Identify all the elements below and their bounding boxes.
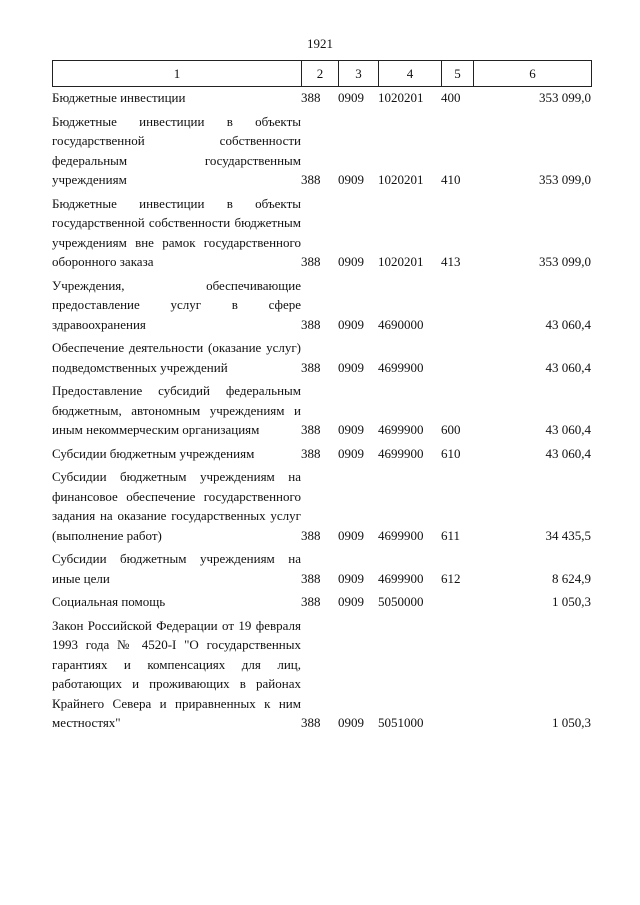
table-row — [52, 612, 591, 733]
row-code-4: 5050000 — [378, 594, 424, 609]
row-code-5: 612 — [441, 570, 461, 586]
row-code-4: 4699900 — [378, 422, 424, 437]
row-code-2: 388 — [301, 90, 321, 105]
row-code-3: 0909 — [338, 254, 364, 269]
row-description: Бюджетные инвестиции в объекты государственной собственности бюджетным учреждениям вне рамок государственного оборонного заказа — [52, 195, 301, 269]
budget-table — [52, 88, 591, 733]
row-code-2: 388 — [301, 594, 321, 609]
row-amount: 43 060,4 — [545, 359, 591, 375]
row-code-5 — [441, 334, 473, 377]
row-description: Обеспечение деятельности (оказание услуг) подведомственных учреждений — [52, 340, 301, 375]
table-row — [52, 108, 591, 190]
row-description: Субсидии бюджетным учреждениям — [52, 445, 255, 461]
table-row — [52, 588, 591, 612]
row-amount: 353 099,0 — [539, 254, 591, 269]
row-code-2: 388 — [301, 254, 321, 269]
row-code-4: 4699900 — [378, 359, 424, 375]
row-code-2: 388 — [301, 445, 321, 461]
row-code-2: 388 — [301, 422, 321, 437]
row-amount: 353 099,0 — [539, 90, 591, 105]
row-description: Учреждения, обеспечивающие предоставление услуг в сфере здравоохранения — [52, 277, 301, 332]
column-header-table — [52, 60, 592, 87]
column-header-4: 4 — [379, 61, 442, 87]
row-code-2: 388 — [301, 527, 321, 543]
row-amount: 1 050,3 — [552, 715, 591, 730]
row-description: Субсидии бюджетным учреждениям на иные цели — [52, 551, 301, 586]
row-code-3: 0909 — [338, 570, 364, 586]
row-code-2: 388 — [301, 359, 321, 375]
row-amount: 43 060,4 — [545, 445, 591, 461]
row-code-2: 388 — [301, 715, 321, 730]
row-code-5: 611 — [441, 527, 461, 543]
row-code-3: 0909 — [338, 359, 364, 375]
row-amount: 353 099,0 — [539, 172, 591, 187]
table-row — [52, 334, 591, 377]
row-code-5: 413 — [441, 254, 461, 269]
table-row — [52, 88, 591, 108]
table-row — [52, 545, 591, 588]
table-row — [52, 377, 591, 440]
row-description: Бюджетные инвестиции — [52, 90, 186, 105]
row-code-3: 0909 — [338, 172, 364, 187]
row-code-4: 1020201 — [378, 172, 424, 187]
column-header-row — [53, 61, 592, 87]
row-amount: 43 060,4 — [545, 316, 591, 332]
row-code-3: 0909 — [338, 527, 364, 543]
row-code-4: 1020201 — [378, 254, 424, 269]
table-row — [52, 463, 591, 545]
row-code-5: 610 — [441, 445, 461, 461]
row-code-2: 388 — [301, 172, 321, 187]
table-row — [52, 190, 591, 272]
row-description: Предоставление субсидий федеральным бюджетным, автономным учреждениям и иным некоммерческим организациям — [52, 383, 301, 437]
column-header-3: 3 — [339, 61, 379, 87]
row-code-4: 1020201 — [378, 90, 424, 105]
row-code-4: 5051000 — [378, 715, 424, 730]
row-code-3: 0909 — [338, 445, 364, 461]
row-amount: 8 624,9 — [552, 570, 591, 586]
row-code-4: 4699900 — [378, 570, 424, 586]
row-code-3: 0909 — [338, 422, 364, 437]
row-code-2: 388 — [301, 316, 321, 332]
row-code-5: 410 — [441, 172, 461, 187]
column-header-6: 6 — [474, 61, 592, 87]
row-description: Социальная помощь — [52, 594, 166, 609]
column-header-1: 1 — [53, 61, 302, 87]
row-description: Бюджетные инвестиции в объекты государственной собственности федеральным государственным учреждениям — [52, 113, 301, 187]
row-code-5: 400 — [441, 90, 461, 105]
table-row — [52, 440, 591, 464]
row-code-3: 0909 — [338, 90, 364, 105]
row-code-3: 0909 — [338, 594, 364, 609]
row-code-5 — [441, 588, 473, 612]
row-code-5 — [441, 272, 473, 335]
table-row — [52, 272, 591, 335]
row-amount: 1 050,3 — [552, 594, 591, 609]
column-header-2: 2 — [302, 61, 339, 87]
row-code-3: 0909 — [338, 316, 364, 332]
row-description: Закон Российской Федерации от 19 февраля 1993 года № 4520-I "О государственных гарантиях и компенсациях для лиц, работающих и проживающих в районах Крайнего Севера и приравненных к ним местностях" — [52, 617, 301, 730]
row-description: Субсидии бюджетным учреждениям на финансовое обеспечение государственного задания на оказание государственных услуг (выполнение работ) — [52, 469, 301, 543]
row-code-2: 388 — [301, 570, 321, 586]
row-code-4: 4690000 — [378, 316, 424, 332]
row-amount: 34 435,5 — [545, 527, 591, 543]
row-code-4: 4699900 — [378, 445, 424, 461]
row-code-5 — [441, 612, 473, 733]
column-header-5: 5 — [442, 61, 474, 87]
row-code-5: 600 — [441, 422, 461, 437]
row-code-4: 4699900 — [378, 527, 424, 543]
row-code-3: 0909 — [338, 715, 364, 730]
row-amount: 43 060,4 — [545, 422, 591, 437]
page-number: 1921 — [307, 36, 333, 51]
